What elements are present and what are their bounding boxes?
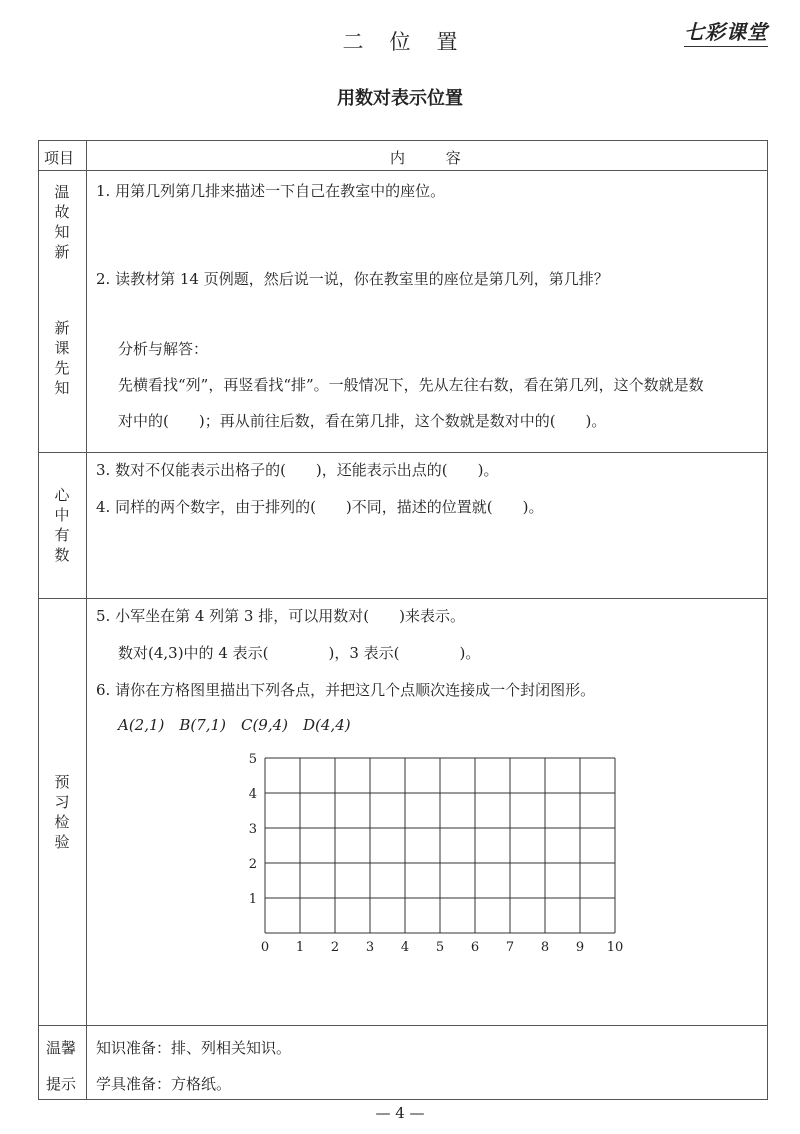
question-1: 1. 用第几列第几排来描述一下自己在教室中的座位。 <box>96 182 446 200</box>
analysis-line-1: 先横看找“列”，再竖看找“排”。一般情况下，先从左往右数，看在第几列，这个数就是数 <box>118 376 704 394</box>
x-tick-label: 6 <box>470 940 480 955</box>
section-tips-1: 温馨 <box>46 1039 77 1057</box>
tip-line-2: 学具准备：方格纸。 <box>96 1075 232 1093</box>
analysis-line-2: 对中的( )；再从前往后数，看在第几排，这个数就是数对中的( )。 <box>118 412 607 430</box>
x-tick-label: 1 <box>295 940 305 955</box>
x-tick-label: 0 <box>260 940 270 955</box>
section-tips-2: 提示 <box>46 1075 77 1093</box>
question-3: 3. 数对不仅能表示出格子的( )，还能表示出点的( )。 <box>96 461 499 479</box>
question-5: 5. 小军坐在第 4 列第 3 排，可以用数对( )来表示。 <box>96 607 465 625</box>
y-tick-label: 1 <box>248 892 257 907</box>
x-tick-label: 4 <box>400 940 410 955</box>
points-list: A(2,1) B(7,1) C(9,4) D(4,4) <box>118 716 351 734</box>
y-tick-label: 2 <box>248 857 257 872</box>
x-tick-label: 5 <box>435 940 445 955</box>
tip-line-1: 知识准备：排、列相关知识。 <box>96 1039 292 1057</box>
section-preview: 新课先知 <box>54 319 70 397</box>
x-tick-label: 8 <box>540 940 550 955</box>
analysis-label: 分析与解答： <box>118 340 209 358</box>
question-5b: 数对(4,3)中的 4 表示( )，3 表示( )。 <box>118 644 481 662</box>
column-header-content: 内 容 <box>390 149 479 167</box>
row-divider <box>38 1025 768 1026</box>
row-divider <box>38 598 768 599</box>
y-tick-label: 5 <box>248 752 257 767</box>
question-2: 2. 读教材第 14 页例题，然后说一说，你在教室里的座位是第几列，第几排？ <box>96 270 609 288</box>
section-check: 预习检验 <box>54 773 70 851</box>
coordinate-grid <box>240 748 630 958</box>
question-4: 4. 同样的两个数字，由于排列的( )不同，描述的位置就( )。 <box>96 498 544 516</box>
x-tick-label: 10 <box>606 940 624 955</box>
chapter-title: 二位置 <box>342 30 484 54</box>
column-header-item: 项目 <box>44 149 75 167</box>
y-tick-label: 4 <box>248 787 257 802</box>
x-tick-label: 2 <box>330 940 340 955</box>
brand-logo: 七彩课堂 <box>684 16 768 47</box>
section-know: 心中有数 <box>54 486 70 564</box>
x-tick-label: 9 <box>575 940 585 955</box>
y-tick-label: 3 <box>248 822 257 837</box>
row-divider <box>38 170 768 171</box>
x-tick-label: 3 <box>365 940 375 955</box>
x-tick-label: 7 <box>505 940 515 955</box>
column-divider <box>86 140 87 1100</box>
section-review: 温故知新 <box>54 183 70 261</box>
row-divider <box>38 452 768 453</box>
lesson-title: 用数对表示位置 <box>337 88 463 109</box>
page-number: — 4 — <box>375 1104 425 1122</box>
question-6: 6. 请你在方格图里描出下列各点，并把这几个点顺次连接成一个封闭图形。 <box>96 681 596 699</box>
